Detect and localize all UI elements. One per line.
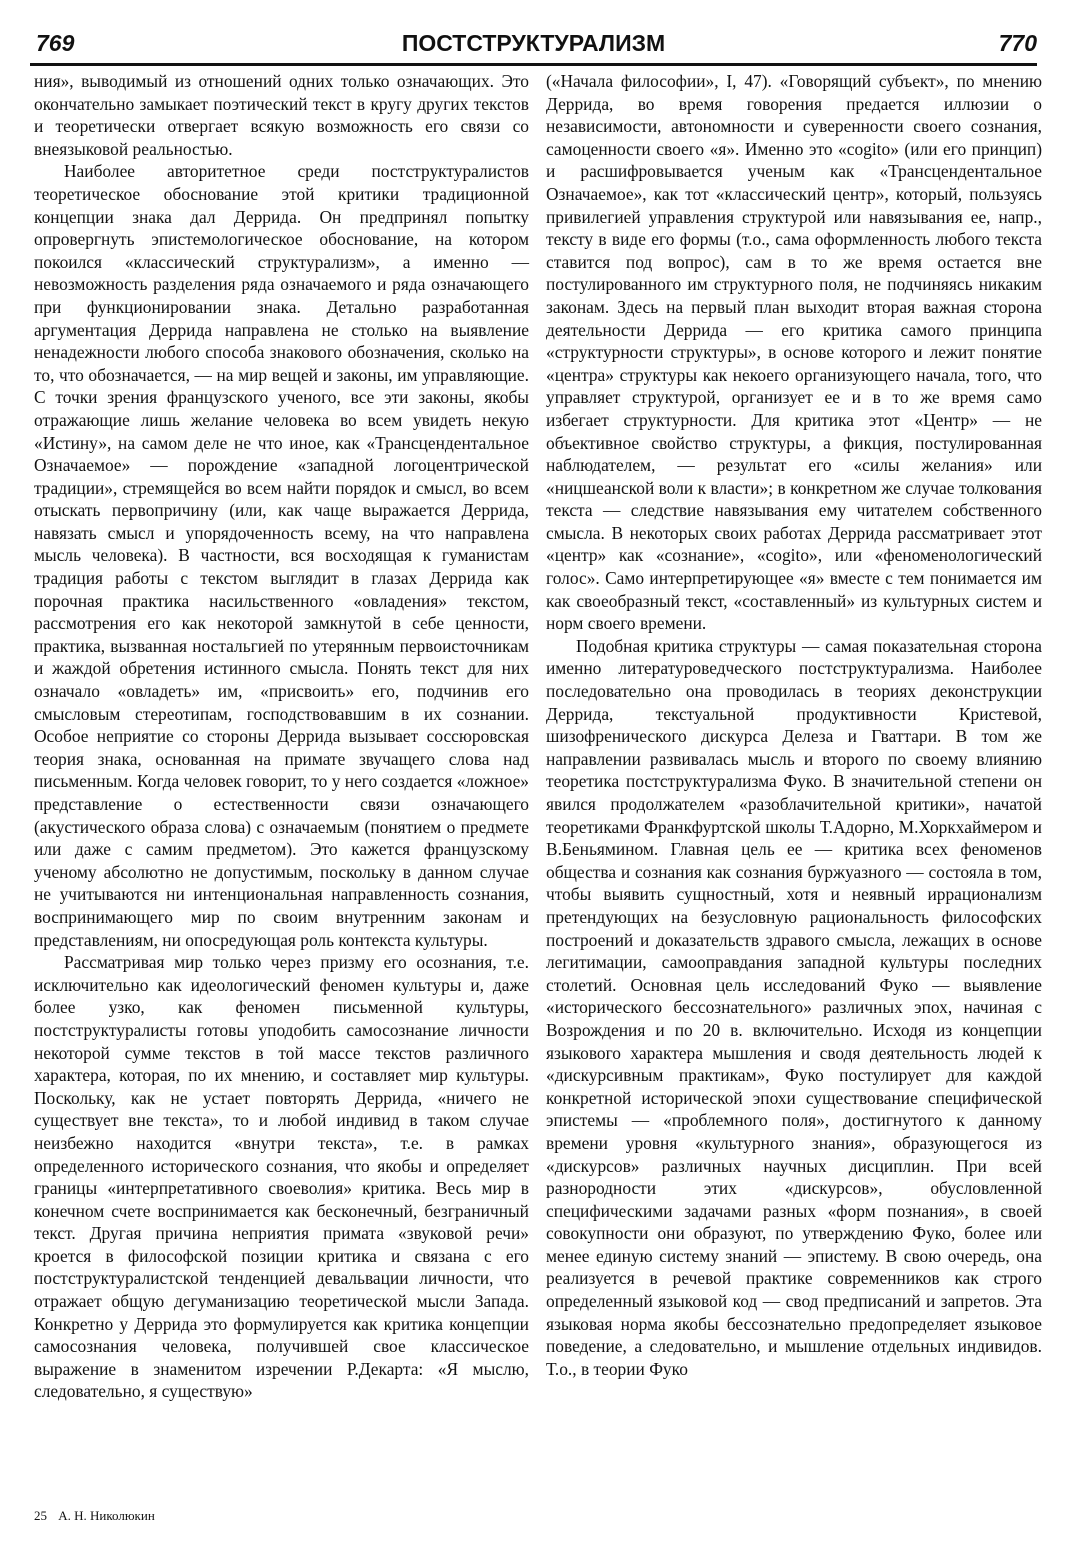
page-number-left: 769 <box>36 30 75 56</box>
paragraph: Рассматривая мир только через призму его осознания, т.е. исключительно как идеологический феномен культуры и, даже более узко, как феномен письменной культуры, постструктуралисты готовы уподобить самосознание личности некоторой сумме текстов в той массе текстов различного характера, которая, по их мнению, и составляет мир культуры. Поскольку, как не устает повторять Деррида, «ничего не существует вне текста», то и любой индивид в таком случае неизбежно находится «внутри текста», т.е. в рамках определенного исторического сознания, что якобы и определяет границы «интерпретативного своеволия» критика. Весь мир в конечном счете воспринимается как бесконечный, безграничный текст. Другая причина неприятия примата «звуковой речи» кроется в философской позиции критика и связана с его постструктуралистской тенденцией девальвации личности, что отражает общую дегуманизацию теоретической мысли Запада. Конкретно у Деррида это формулируется как критика концепции самосознания человека, получившей свое классическое выражение в знаменитом изречении Р.Декарта: «Я мыслю, следовательно, я существую» <box>34 952 529 1402</box>
page-header <box>30 26 1037 62</box>
header-rule <box>30 63 1037 66</box>
signature-mark: 25 <box>34 1508 47 1523</box>
right-column <box>546 70 1042 1380</box>
paragraph: («Начала философии», I, 47). «Говорящий субъект», по мнению Деррида, во время говорения предается иллюзии о независимости, автономности и суверенности своего сознания, самоценности своего «я». Именно это «cogito» (или его принцип) и расшифровывается ученым как «Трансцендентальное Означаемое», как тот «классический центр», который, пользуясь привилегией управления структурой или навязывания ее, напр., тексту в виде его формы (т.о., сама оформленность любого текста ставится под вопрос), сам в то же время остается вне постулированного им структурного поля, не подчиняясь никаким законам. Здесь на первый план выходит вторая важная сторона деятельности Деррида — его критика самого принципа «структурности структуры», в основе которого и лежит понятие «центра» структуры как некоего организующего начала, того, что управляет структурой, организует ее и в то же время само избегает структурности. Для критика этот «Центр» — не объективное свойство структуры, а фикция, постулированная наблюдателем, — результат его «силы желания» или «ницшеанской воли к власти»; в конкретном же случае толкования текста — следствие навязывания ему читателем собственного смысла. В некоторых своих работах Деррида рассматривает этот «центр» как «сознание», «cogito», или «феноменологический голос». Само интерпретирующее «я» вместе с тем понимается им как своеобразный текст, «составленный» из культурных систем и норм своего времени. <box>546 71 1042 634</box>
left-column <box>34 70 529 1403</box>
paragraph: Наиболее авторитетное среди постструктуралистов теоретическое обоснование этой критики традиционной концепции знака дал Деррида. Он предпринял попытку опровергнуть эпистемологическое обоснование, на котором покоился «классический структурализм», а именно — невозможность разделения ряда означаемого и ряда означающего при функционировании знака. Детально разработанная аргументация Деррида направлена не столько на выявление ненадежности любого способа знакового обозначения, сколько на то, что обозначается, — на мир вещей и законы, им управляющие. С точки зрения французского ученого, все эти законы, якобы отражающие лишь желание человека во всем увидеть некую «Истину», на самом деле не что иное, как «Трансцендентальное Означаемое» — порождение «западной логоцентрической традиции», стремящейся во всем найти порядок и смысл, во всем отыскать первопричину (или, как чаще выражается Деррида, навязать смысл и упорядоченность всему, на что направлена мысль человека). В частности, вся восходящая к гуманистам традиция работы с текстом выглядит в глазах Деррида как порочная практика насильственного «овладения» текстом, рассмотрения его как некоторой замкнутой в себе ценности, практика, вызванная ностальгией по утерянным первоисточникам и жаждой обретения истинного смысла. Понять текст для них означало «овладеть» им, «присвоить» его, подчинив его смысловым стереотипам, господствовавшим в их сознании. Особое неприятие со стороны Деррида вызывает соссюровская теория знака, основанная на примате звучащего слова над письменным. Когда человек говорит, то у него создается «ложное» представление о естественности связи означающего (акустического образа слова) с означаемым (понятием о предмете или даже с самим предметом). Это кажется французскому ученому абсолютно не допустимым, поскольку в данном случае не учитываются ни интенциональная направленность сознания, воспринимающего мир по своим внутренним законам и представлениям, ни опосредующая роль контекста культуры. <box>34 161 529 950</box>
paragraph: ния», выводимый из отношений одних только означающих. Это окончательно замыкает поэтический текст в кругу других текстов и теоретически отвергает всякую возможность его связи со внеязыковой реальностью. <box>34 71 529 159</box>
page-number-right: 770 <box>998 30 1037 56</box>
footer-author: А. Н. Николюкин <box>58 1508 155 1523</box>
running-title: ПОСТСТРУКТУРАЛИЗМ <box>401 30 666 56</box>
page-footer <box>34 1508 155 1524</box>
paragraph: Подобная критика структуры — самая показательная сторона именно литературоведческого постструктурализма. Наиболее последовательно она проводилась в теориях деконструкции Деррида, текстуальной продуктивности Кристевой, шизофренического дискурса Делеза и Гваттари. В том же направлении развивалась мысль и второго по своему влиянию теоретика постструктурализма Фуко. В значительной степени он явился продолжателем «разоблачительной критики», начатой теоретиками Франкфуртской школы Т.Адорно, М.Хоркхаймером и В.Беньямином. Главная цель ее — критика всех феноменов общества и сознания как сознания буржуазного — состояла в том, чтобы выявить сущностный, хотя и неявный иррационализм претендующих на безусловную рациональность философских построений и доказательств здравого смысла, лежащих в основе легитимации, самооправдания западной культуры последних столетий. Основная цель исследований Фуко — выявление «исторического бессознательного» различных эпох, начиная с Возрождения и по 20 в. включительно. Исходя из концепции языкового характера мышления и сводя деятельность людей к «дискурсивным практикам», Фуко постулирует для каждой конкретной исторической эпохи существование специфической эпистемы — «проблемного поля», достигнутого к данному времени уровня «культурного знания», образующегося из «дискурсов» различных научных дисциплин. При всей разнородности этих «дискурсов», обусловленной специфическими задачами разных «форм познания», в своей совокупности они образуют, по утверждению Фуко, более или менее единую систему знаний — эпистему. В свою очередь, она реализуется в речевой практике современников как строго определенный языковой код — свод предписаний и запретов. Эта языковая норма якобы бессознательно предопределяет языковое поведение, а следовательно, и мышление отдельных индивидов. Т.о., в теории Фуко <box>546 635 1042 1379</box>
